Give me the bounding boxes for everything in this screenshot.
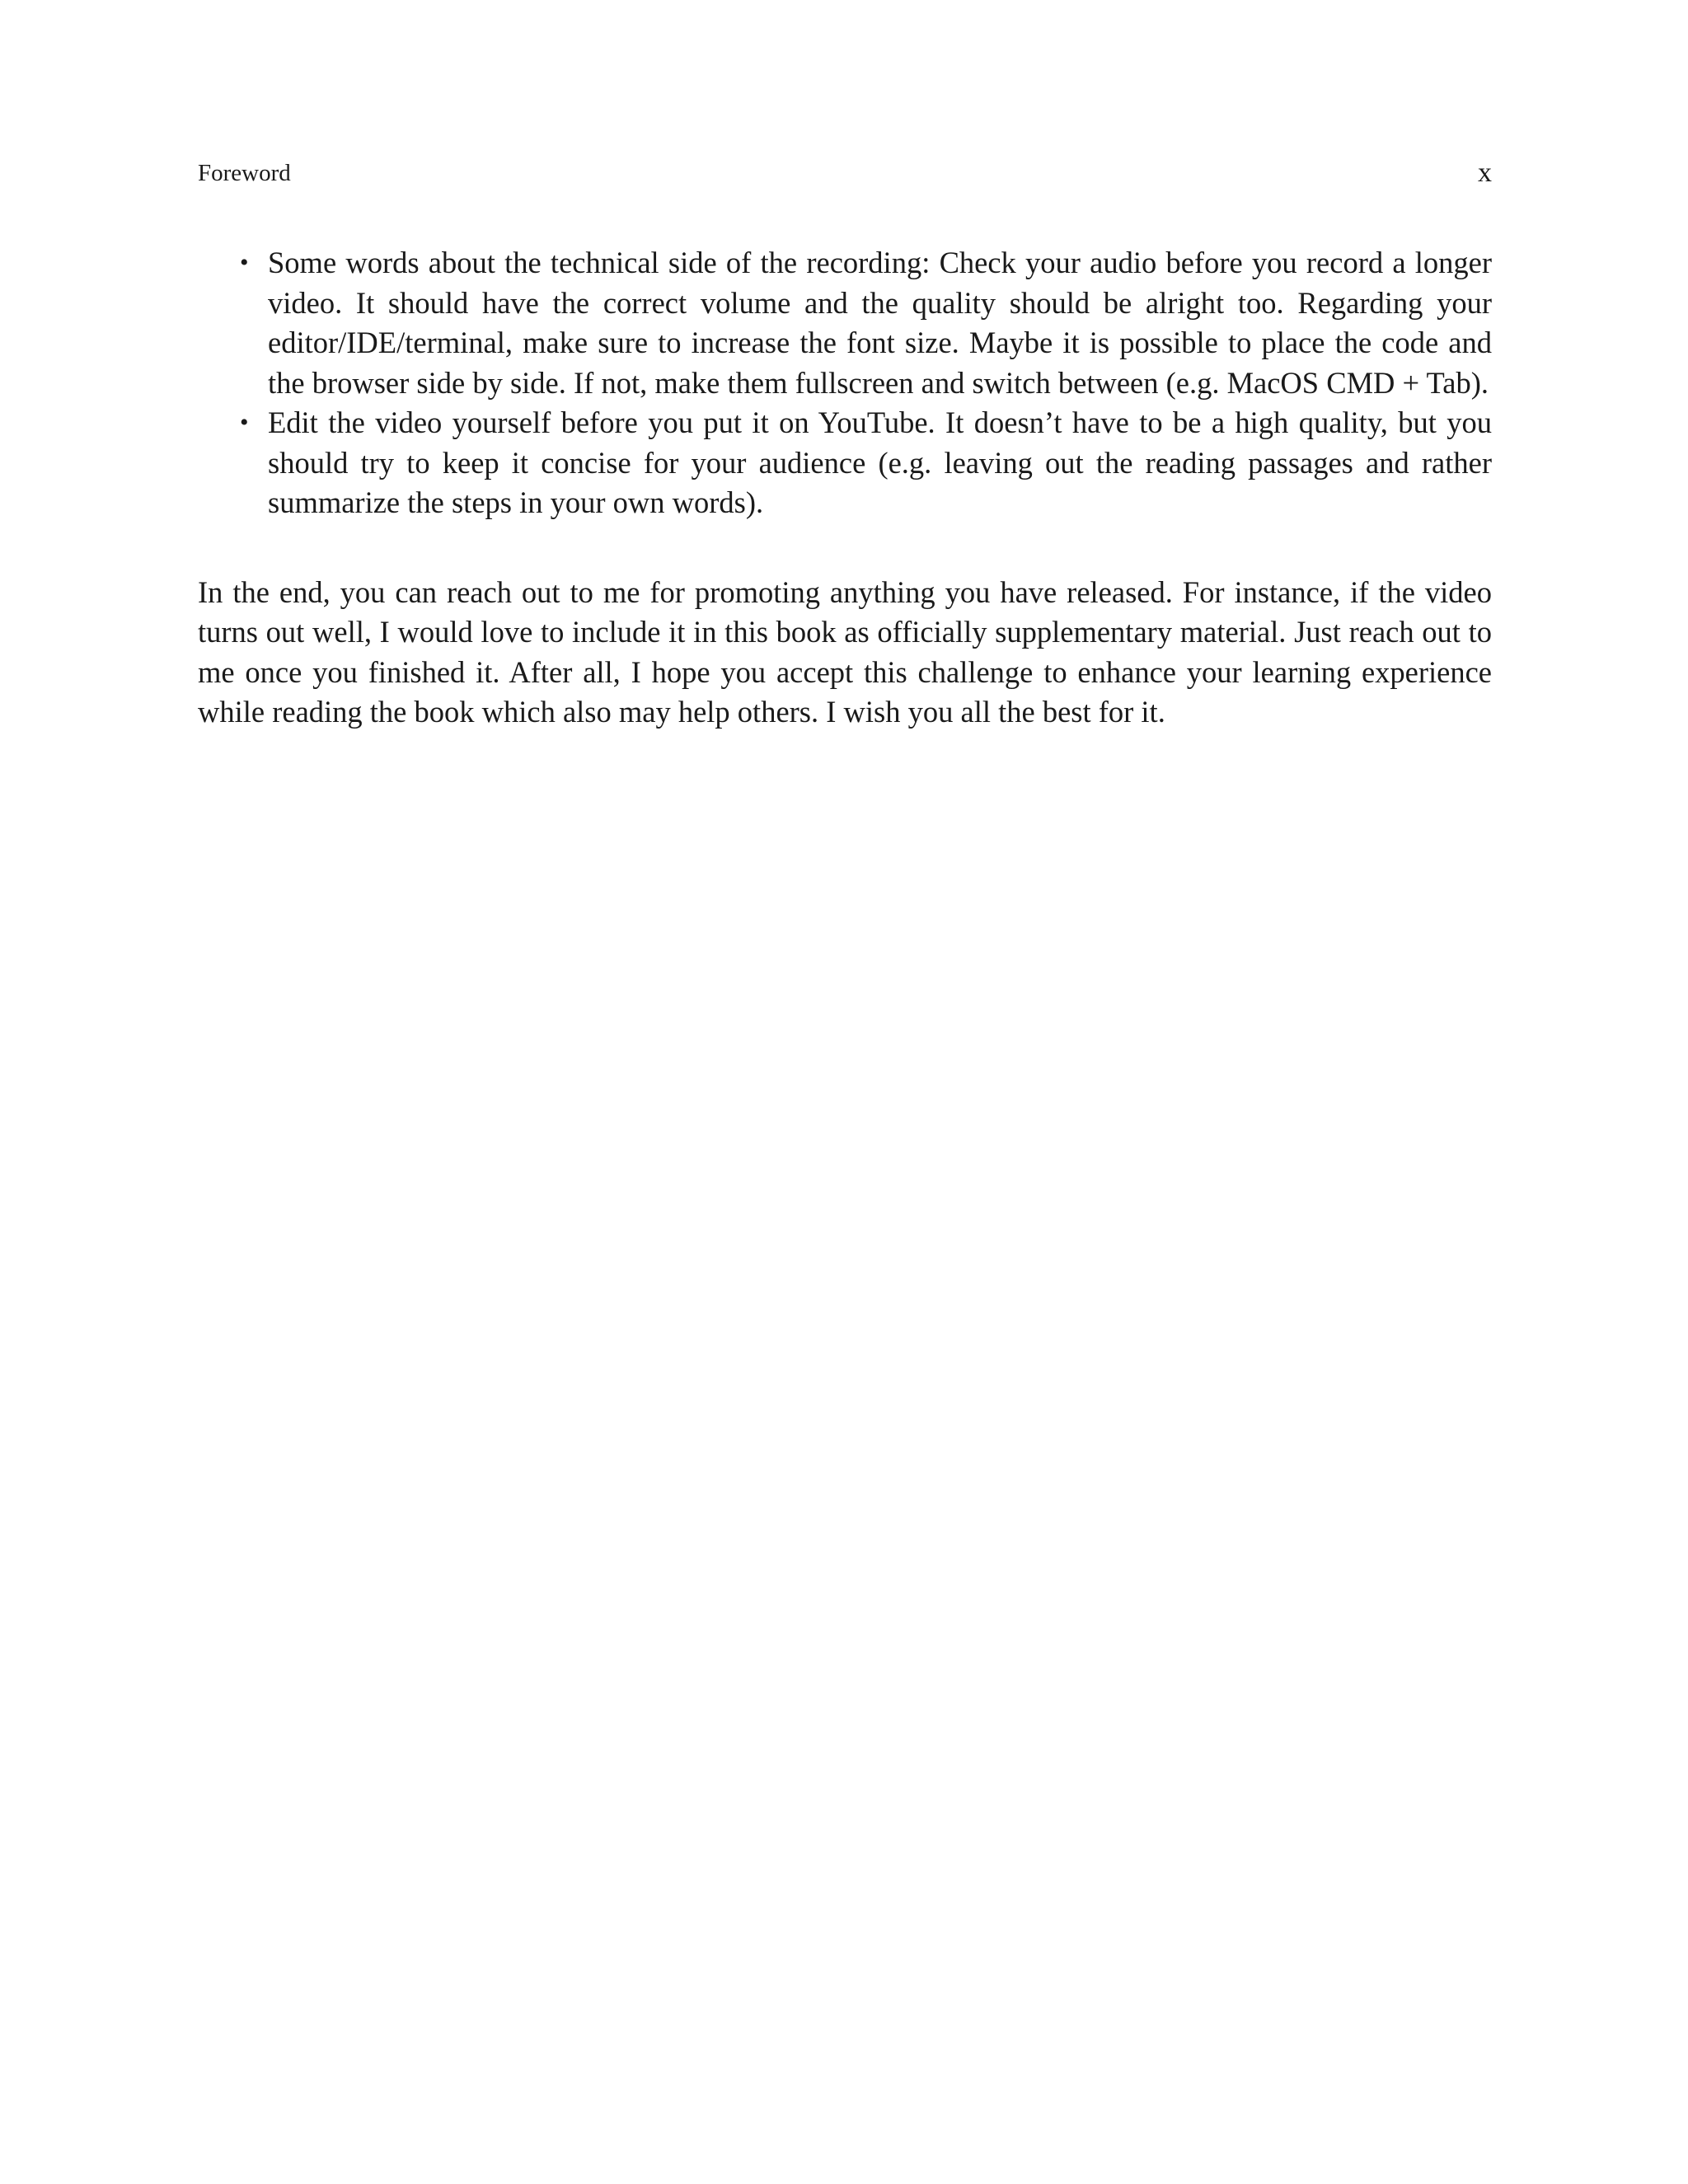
closing-paragraph: In the end, you can reach out to me for promoting anything you have released. For instance, if the video turns out well, I would love to include it in this book as officially supplementary material. Just reach out to me once you finished it. After all, I hope you accept this challenge to enhance your learning experience while reading the book which also may help others. I wish you all the best for it.	[198, 574, 1492, 729]
list-item	[240, 243, 1492, 403]
running-header	[198, 157, 1492, 190]
bullet-icon: •	[240, 409, 249, 436]
page-number: x	[1478, 157, 1492, 188]
bullet-icon: •	[240, 249, 249, 276]
list-item-text: Some words about the technical side of the recording: Check your audio before you record a longer video. It should have the correct volume and the quality should be alright too. Regarding your editor/IDE/terminal, make sure to increase the font size. Maybe it is possible to place the code and the browser side by side. If not, make them fullscreen and switch between (e.g. MacOS CMD + Tab).	[268, 246, 1492, 400]
page-content	[198, 243, 1492, 733]
list-item-text: Edit the video yourself before you put it on YouTube. It doesn’t have to be a high quality, but you should try to keep it concise for your audience (e.g. leaving out the reading passages and rather summarize the steps in your own words).	[268, 405, 1492, 519]
chapter-title: Foreword	[198, 160, 291, 186]
bullet-list	[198, 243, 1492, 523]
list-item	[240, 403, 1492, 523]
